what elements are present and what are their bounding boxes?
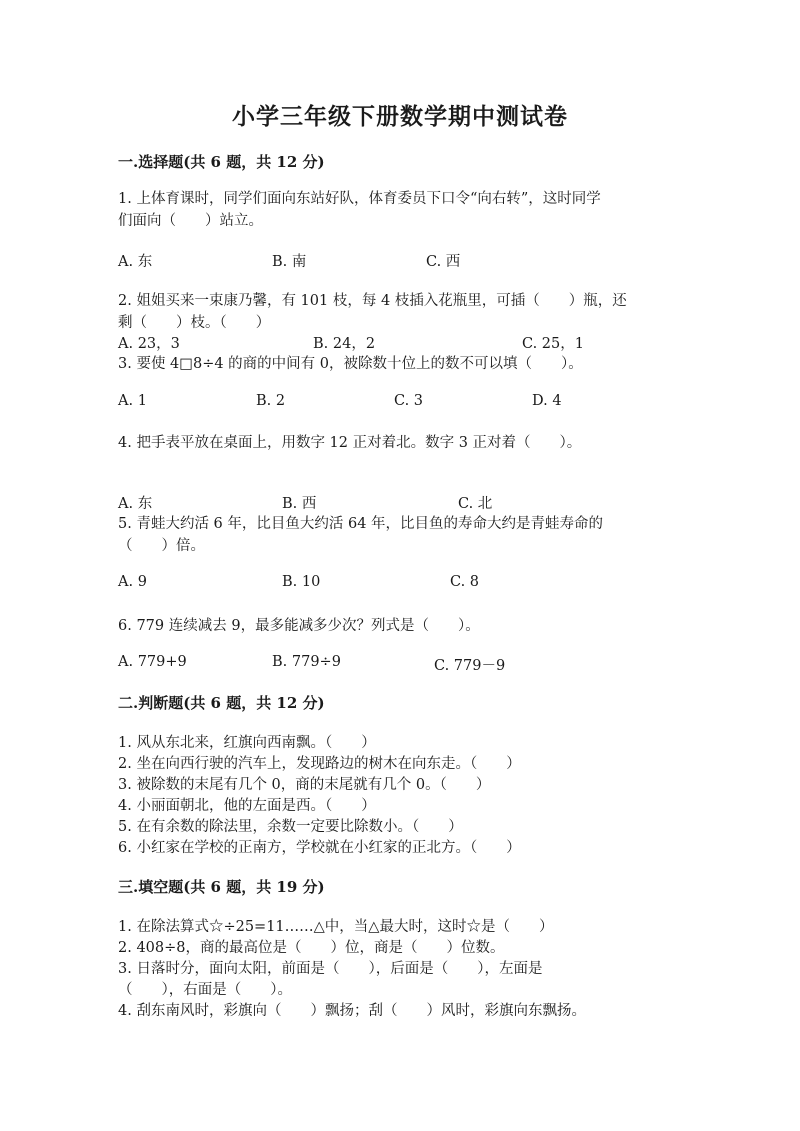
question-3-option-d: D. 4: [532, 393, 562, 409]
question-1-line-1: 1. 上体育课时，同学们面向东站好队，体育委员下口令“向右转”，这时同学: [118, 191, 601, 207]
question-2-option-b: B. 24，2: [313, 336, 376, 352]
fill-blank-item-3-line-2: （ ），右面是（ ）。: [118, 982, 292, 998]
question-2-option-a: A. 23，3: [118, 336, 180, 352]
judgement-item-5: 5. 在有余数的除法里，余数一定要比除数小。（ ）: [118, 819, 463, 835]
question-5-line-2: （ ）倍。: [118, 538, 205, 554]
page-title: 小学三年级下册数学期中测试卷: [232, 103, 568, 130]
fill-blank-item-2: 2. 408÷8，商的最高位是（ ）位，商是（ ）位数。: [118, 940, 505, 956]
question-5-option-a: A. 9: [118, 574, 147, 590]
question-3-option-a: A. 1: [118, 393, 147, 409]
question-2-option-c: C. 25，1: [522, 336, 584, 352]
question-6-option-c: C. 779－9: [434, 658, 506, 674]
judgement-item-3: 3. 被除数的末尾有几个 0，商的末尾就有几个 0。（ ）: [118, 777, 491, 793]
judgement-item-6: 6. 小红家在学校的正南方，学校就在小红家的正北方。（ ）: [118, 840, 521, 856]
fill-blank-item-3-line-1: 3. 日落时分，面向太阳，前面是（ ），后面是（ ），左面是: [118, 961, 543, 977]
section-heading-choice: 一.选择题(共 6 题，共 12 分): [118, 153, 325, 171]
question-3-option-b: B. 2: [256, 393, 286, 409]
question-2-line-2: 剩（ ）枝。（ ）: [118, 315, 271, 331]
question-5-option-c: C. 8: [450, 574, 480, 590]
question-6-option-b: B. 779÷9: [272, 654, 341, 670]
question-6-line-1: 6. 779 连续减去 9，最多能减多少次？列式是（ ）。: [118, 618, 480, 634]
question-1-option-c: C. 西: [426, 254, 461, 270]
question-5-option-b: B. 10: [282, 574, 321, 590]
question-1-line-2: 们面向（ ）站立。: [118, 213, 263, 229]
question-4-option-a: A. 东: [118, 496, 153, 512]
question-5-line-1: 5. 青蛙大约活 6 年，比目鱼大约活 64 年，比目鱼的寿命大约是青蛙寿命的: [118, 516, 604, 532]
question-4-line-1: 4. 把手表平放在桌面上，用数字 12 正对着北。数字 3 正对着（ ）。: [118, 435, 582, 451]
question-1-option-b: B. 南: [272, 254, 307, 270]
judgement-item-4: 4. 小丽面朝北，他的左面是西。（ ）: [118, 798, 376, 814]
question-4-option-b: B. 西: [282, 496, 317, 512]
judgement-item-2: 2. 坐在向西行驶的汽车上，发现路边的树木在向东走。（ ）: [118, 756, 521, 772]
fill-blank-item-1: 1. 在除法算式☆÷25=11……△中，当△最大时，这时☆是（ ）: [118, 919, 554, 935]
fill-blank-item-4: 4. 刮东南风时，彩旗向（ ）飘扬；刮（ ）风时，彩旗向东飘扬。: [118, 1003, 586, 1019]
question-6-option-a: A. 779+9: [118, 654, 187, 670]
question-2-line-1: 2. 姐姐买来一束康乃馨，有 101 枝，每 4 枝插入花瓶里，可插（ ）瓶，还: [118, 293, 627, 309]
question-4-option-c: C. 北: [458, 496, 493, 512]
section-heading-judgement: 二.判断题(共 6 题，共 12 分): [118, 694, 325, 712]
question-3-option-c: C. 3: [394, 393, 424, 409]
question-3-line-1: 3. 要使 4□8÷4 的商的中间有 0，被除数十位上的数不可以填（ ）。: [118, 356, 583, 372]
question-1-option-a: A. 东: [118, 254, 153, 270]
judgement-item-1: 1. 风从东北来，红旗向西南飘。（ ）: [118, 735, 376, 751]
section-heading-fill-blank: 三.填空题(共 6 题，共 19 分): [118, 878, 325, 896]
